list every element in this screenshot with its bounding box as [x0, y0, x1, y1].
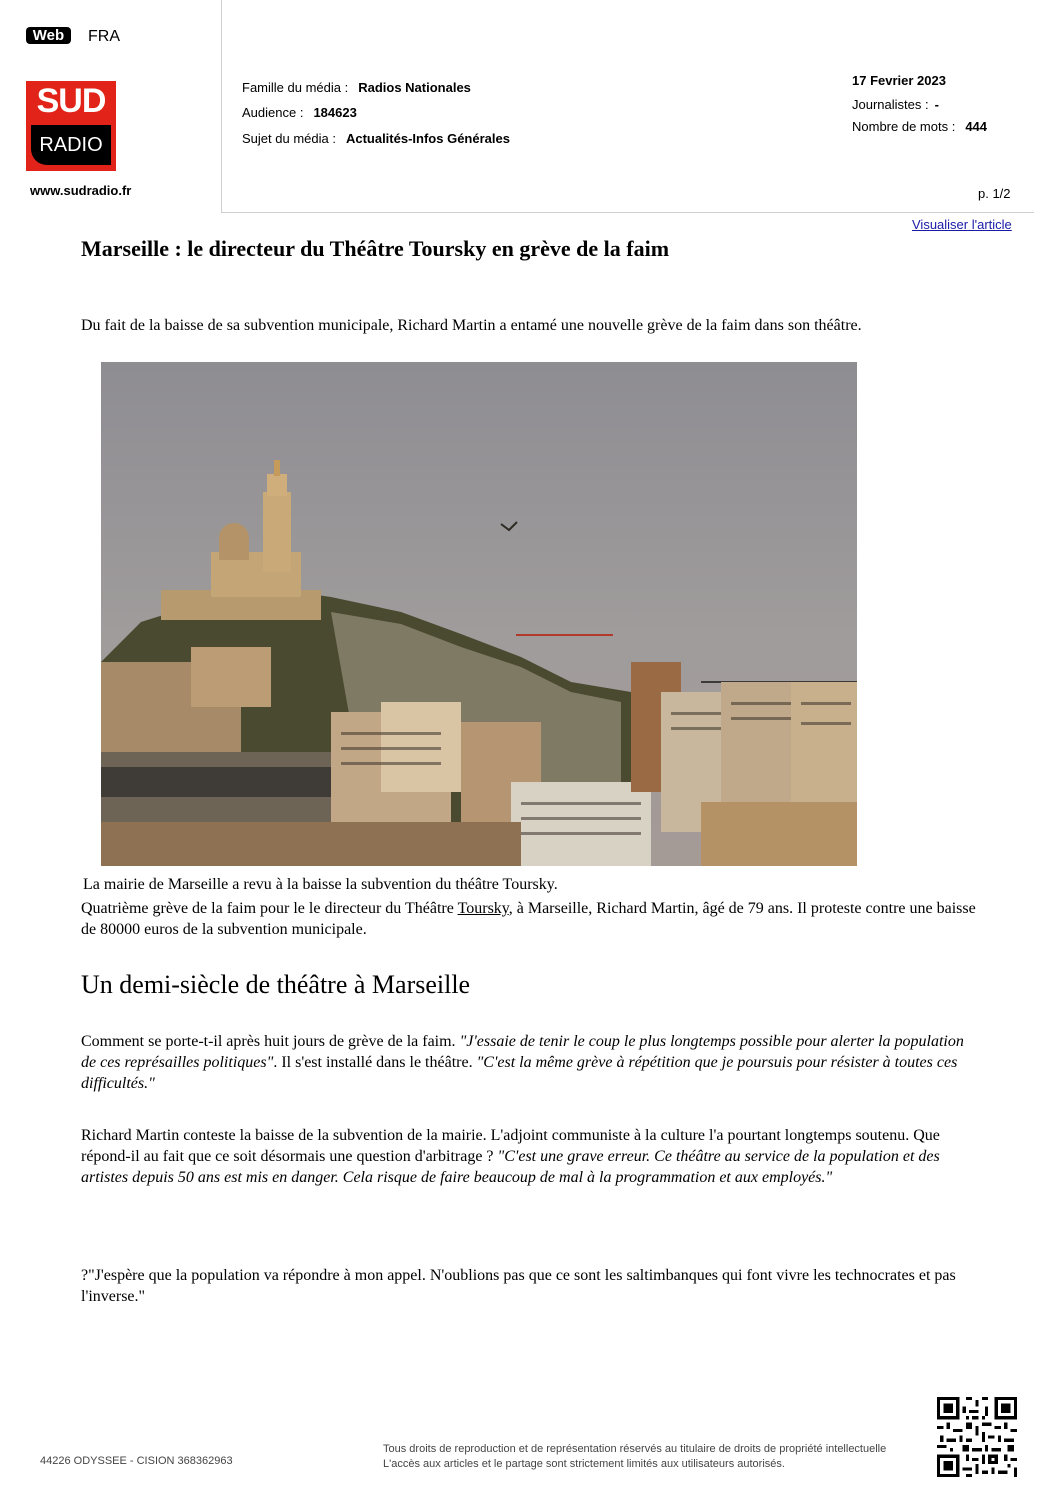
- audience-value: 184623: [313, 105, 357, 120]
- page-number: p. 1/2: [978, 186, 1011, 201]
- logo-radio-box: [31, 125, 111, 165]
- paragraph-1-text-end: , à Marseille, Richard Martin, âgé de 79 ans. Il proteste contre une baisse de 80000 euros de la subvention municipale.: [81, 900, 976, 938]
- audience-label: Audience :: [242, 105, 304, 120]
- word-count-label: Nombre de mots :: [852, 119, 956, 134]
- media-family-value: Radios Nationales: [358, 80, 471, 95]
- media-subject-label: Sujet du média :: [242, 131, 336, 146]
- article-photo: [101, 362, 857, 866]
- media-family: [242, 80, 471, 95]
- article-subheading: Un demi-siècle de théâtre à Marseille: [81, 970, 471, 999]
- toursky-link[interactable]: Toursky: [457, 900, 509, 917]
- publication-date-value: 17 Fevrier 2023: [852, 73, 946, 88]
- country-code: FRA: [88, 28, 120, 45]
- header-vertical-divider: [221, 0, 222, 212]
- paragraph-1-text-start: Quatrième grève de la faim pour le le directeur du Théâtre: [81, 900, 458, 917]
- article-lead: Du fait de la baisse de sa subvention municipale, Richard Martin a entamé une nouvelle grève de la faim dans son théâtre.: [81, 317, 862, 334]
- word-count-value: 444: [965, 119, 988, 134]
- audience: [242, 105, 357, 120]
- article-paragraph-4: ?"J'espère que la population va répondre à mon appel. N'oublions pas que ce sont les saltimbanques qui font vivre les technocrates et pas l'inverse.": [81, 1267, 956, 1305]
- word-count: [852, 119, 987, 134]
- article-paragraph-1: [81, 898, 981, 940]
- media-family-label: Famille du média :: [242, 80, 349, 95]
- logo-text-radio: RADIO: [39, 134, 103, 156]
- footer-rights: [383, 1442, 886, 1472]
- qr-code-icon: [937, 1397, 1017, 1477]
- publication-date: [852, 73, 946, 88]
- site-url: www.sudradio.fr: [30, 183, 132, 198]
- paragraph-2-text-a: Comment se porte-t-il après huit jours de grève de la faim.: [81, 1033, 460, 1050]
- journalists-value: -: [934, 97, 939, 112]
- footer-rights-line-2: L'accès aux articles et le partage sont strictement limités aux utilisateurs autorisés.: [383, 1458, 785, 1470]
- article-paragraph-3: [81, 1125, 981, 1188]
- article-title: Marseille : le directeur du Théâtre Toursky en grève de la faim: [81, 236, 670, 261]
- media-subject-value: Actualités-Infos Générales: [345, 131, 510, 146]
- journalists: [852, 97, 939, 112]
- paragraph-2-quote-2: "C'est la même grève à répétition que je poursuis pour résister à toutes ces difficultés.": [81, 1054, 958, 1092]
- footer-reference: 44226 ODYSSEE - CISION 368362963: [40, 1455, 233, 1467]
- web-badge: Web: [26, 27, 71, 44]
- article-paragraph-2: [81, 1031, 981, 1094]
- media-subject: [242, 131, 510, 146]
- paragraph-3-text: Richard Martin conteste la baisse de la subvention de la mairie. L'adjoint communiste à la culture l'a pourtant longtemps soutenu. Que répond-il au fait que ce soit désormais une question d'arbitrage ?: [81, 1127, 940, 1165]
- view-article-link[interactable]: Visualiser l'article: [912, 217, 1012, 232]
- marseille-cityscape-illustration: [101, 362, 857, 866]
- paragraph-2-text-c: . Il s'est installé dans le théâtre.: [273, 1054, 477, 1071]
- paragraph-3-quote: "C'est une grave erreur. Ce théâtre au service de la population et des artistes depuis 50 ans est mis en danger. Cela risque de faire beaucoup de mal à la programmation et aux employés.": [81, 1148, 940, 1186]
- footer-rights-line-1: Tous droits de reproduction et de représentation réservés au titulaire de droits de propriété intellectuelle: [383, 1443, 887, 1455]
- logo-text-sud: SUD: [36, 82, 106, 120]
- header-horizontal-divider: [221, 212, 1034, 213]
- sud-radio-logo: [26, 81, 116, 171]
- paragraph-2-quote-1: "J'essaie de tenir le coup le plus longtemps possible pour alerter la population de ces représailles politiques": [81, 1033, 964, 1071]
- photo-caption: La mairie de Marseille a revu à la baisse la subvention du théâtre Toursky.: [83, 876, 558, 893]
- journalists-label: Journalistes :: [852, 97, 929, 112]
